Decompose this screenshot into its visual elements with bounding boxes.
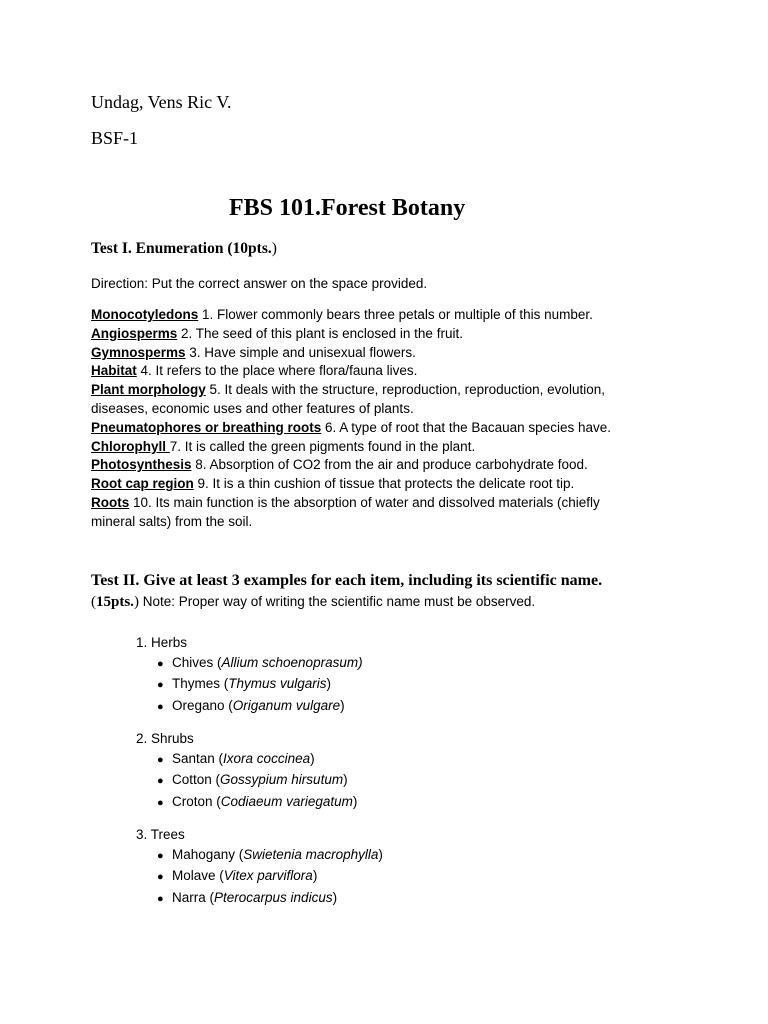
list-item	[91, 475, 631, 494]
student-section: BSF-1	[91, 128, 139, 148]
answer-text: Pneumatophores or breathing roots	[91, 419, 322, 435]
list-item	[157, 845, 383, 867]
list-item	[157, 749, 357, 771]
points-value: 15pts.	[96, 594, 134, 610]
list-item	[91, 438, 631, 457]
list-item	[157, 888, 383, 910]
bullet-icon: ●	[157, 657, 164, 670]
list-item	[91, 456, 631, 475]
category-label: 3. Trees	[136, 827, 185, 842]
note-text: Note: Proper way of writing the scientific name must be observed.	[138, 594, 536, 609]
close-paren: )	[326, 676, 332, 691]
list-item	[91, 494, 631, 532]
common-name: Mahogany (	[172, 846, 244, 862]
scientific-name: Allium schoenoprasum)	[221, 654, 363, 670]
close-paren: )	[332, 889, 338, 905]
scientific-name: Vitex parviflora	[223, 868, 313, 883]
list-item	[157, 653, 363, 675]
common-name: Oregano (	[172, 697, 233, 713]
answer-text: Roots	[91, 494, 130, 510]
common-name: Cotton (	[172, 772, 221, 787]
category-herbs	[136, 633, 363, 717]
examples-list	[136, 845, 383, 910]
list-item	[91, 419, 631, 438]
bullet-icon: ●	[157, 796, 164, 809]
common-name: Thymes (	[172, 676, 229, 691]
category-label: 2. Shrubs	[136, 731, 194, 746]
close-paren: )	[343, 772, 348, 787]
common-name: Santan (	[172, 750, 224, 766]
close-paren: )	[310, 750, 315, 766]
close-paren: )	[312, 868, 318, 883]
bullet-icon: ●	[157, 871, 164, 883]
common-name: Narra (	[172, 889, 215, 905]
category-label: 1. Herbs	[136, 635, 188, 650]
test1-enumeration-list	[91, 306, 631, 532]
close-paren: )	[352, 793, 358, 809]
answer-text: Photosynthesis	[91, 457, 192, 473]
answer-text: Root cap region	[91, 476, 194, 492]
list-item	[91, 344, 631, 363]
scientific-name: Thymus vulgaris	[228, 676, 327, 691]
common-name: Croton (	[172, 793, 221, 809]
question-text: 10. Its main function is the absorption of water and dissolved materials (chiefly mineral salts) from the soil.	[91, 494, 600, 529]
common-name: Molave (	[172, 868, 224, 883]
test2-heading: Test II. Give at least 3 examples for each item, including its scientific name.	[91, 572, 603, 589]
scientific-name: Swietenia macrophylla	[243, 846, 379, 862]
bullet-icon: ●	[157, 679, 164, 691]
scientific-name: Ixora coccinea	[223, 750, 311, 766]
list-item	[157, 696, 363, 718]
list-item	[157, 792, 357, 814]
common-name: Chives (	[172, 654, 222, 670]
question-text: 7. It is called the green pigments found in the plant.	[169, 438, 476, 454]
category-trees	[136, 825, 383, 909]
bullet-icon: ●	[157, 753, 164, 766]
category-shrubs	[136, 729, 357, 813]
list-item	[157, 674, 363, 696]
close-paren: )	[378, 846, 383, 862]
scientific-name: Origanum vulgare	[232, 697, 341, 713]
close-paren: )	[340, 697, 345, 713]
bullet-icon: ●	[157, 892, 164, 905]
answer-text: Habitat	[91, 363, 137, 379]
points-open: (	[91, 594, 96, 610]
test1-heading-prefix: Test I. Enumeration (	[91, 240, 233, 257]
list-item	[91, 381, 631, 419]
question-text: 4. It refers to the place where flora/fauna lives.	[136, 363, 418, 379]
list-item	[157, 770, 357, 792]
test1-heading	[91, 240, 277, 258]
document-title: FBS 101.Forest Botany	[229, 195, 466, 221]
scientific-name: Pterocarpus indicus	[214, 889, 333, 905]
question-text: 8. Absorption of CO2 from the air and produce carbohydrate food.	[191, 457, 588, 473]
question-text: 9. It is a thin cushion of tissue that protects the delicate root tip.	[193, 476, 575, 492]
list-item	[157, 866, 383, 888]
answer-text: Gymnosperms	[91, 344, 186, 360]
list-item	[91, 325, 631, 344]
test2-note	[91, 594, 535, 611]
examples-list	[136, 653, 363, 718]
bullet-icon: ●	[157, 849, 164, 862]
question-text: 1. Flower commonly bears three petals or multiple of this number.	[198, 307, 593, 322]
examples-list	[136, 749, 357, 814]
list-item	[91, 306, 631, 325]
list-item	[91, 362, 631, 381]
student-name: Undag, Vens Ric V.	[91, 92, 232, 112]
question-text: 2. The seed of this plant is enclosed in the fruit.	[177, 325, 463, 341]
scientific-name: Codiaeum variegatum	[220, 793, 353, 809]
question-text: 5. It deals with the structure, reproduction, reproduction, evolution, diseases, economic uses and other features of plants.	[91, 382, 605, 416]
points-close: )	[133, 594, 139, 610]
question-text: 3. Have simple and unisexual flowers.	[185, 344, 416, 360]
answer-text: Plant morphology	[91, 382, 206, 398]
bullet-icon: ●	[157, 700, 164, 713]
answer-text: Chlorophyll	[91, 438, 170, 454]
answer-text: Monocotyledons	[91, 307, 199, 322]
answer-text: Angiosperms	[91, 325, 178, 341]
test1-heading-points: 10pts.	[232, 240, 272, 257]
bullet-icon: ●	[157, 775, 164, 787]
question-text: 6. A type of root that the Bacauan species have.	[321, 419, 611, 435]
scientific-name: Gossypium hirsutum	[220, 772, 344, 787]
test1-direction: Direction: Put the correct answer on the space provided.	[91, 276, 428, 291]
test2-points	[91, 594, 139, 610]
test1-heading-suffix: )	[271, 240, 277, 257]
